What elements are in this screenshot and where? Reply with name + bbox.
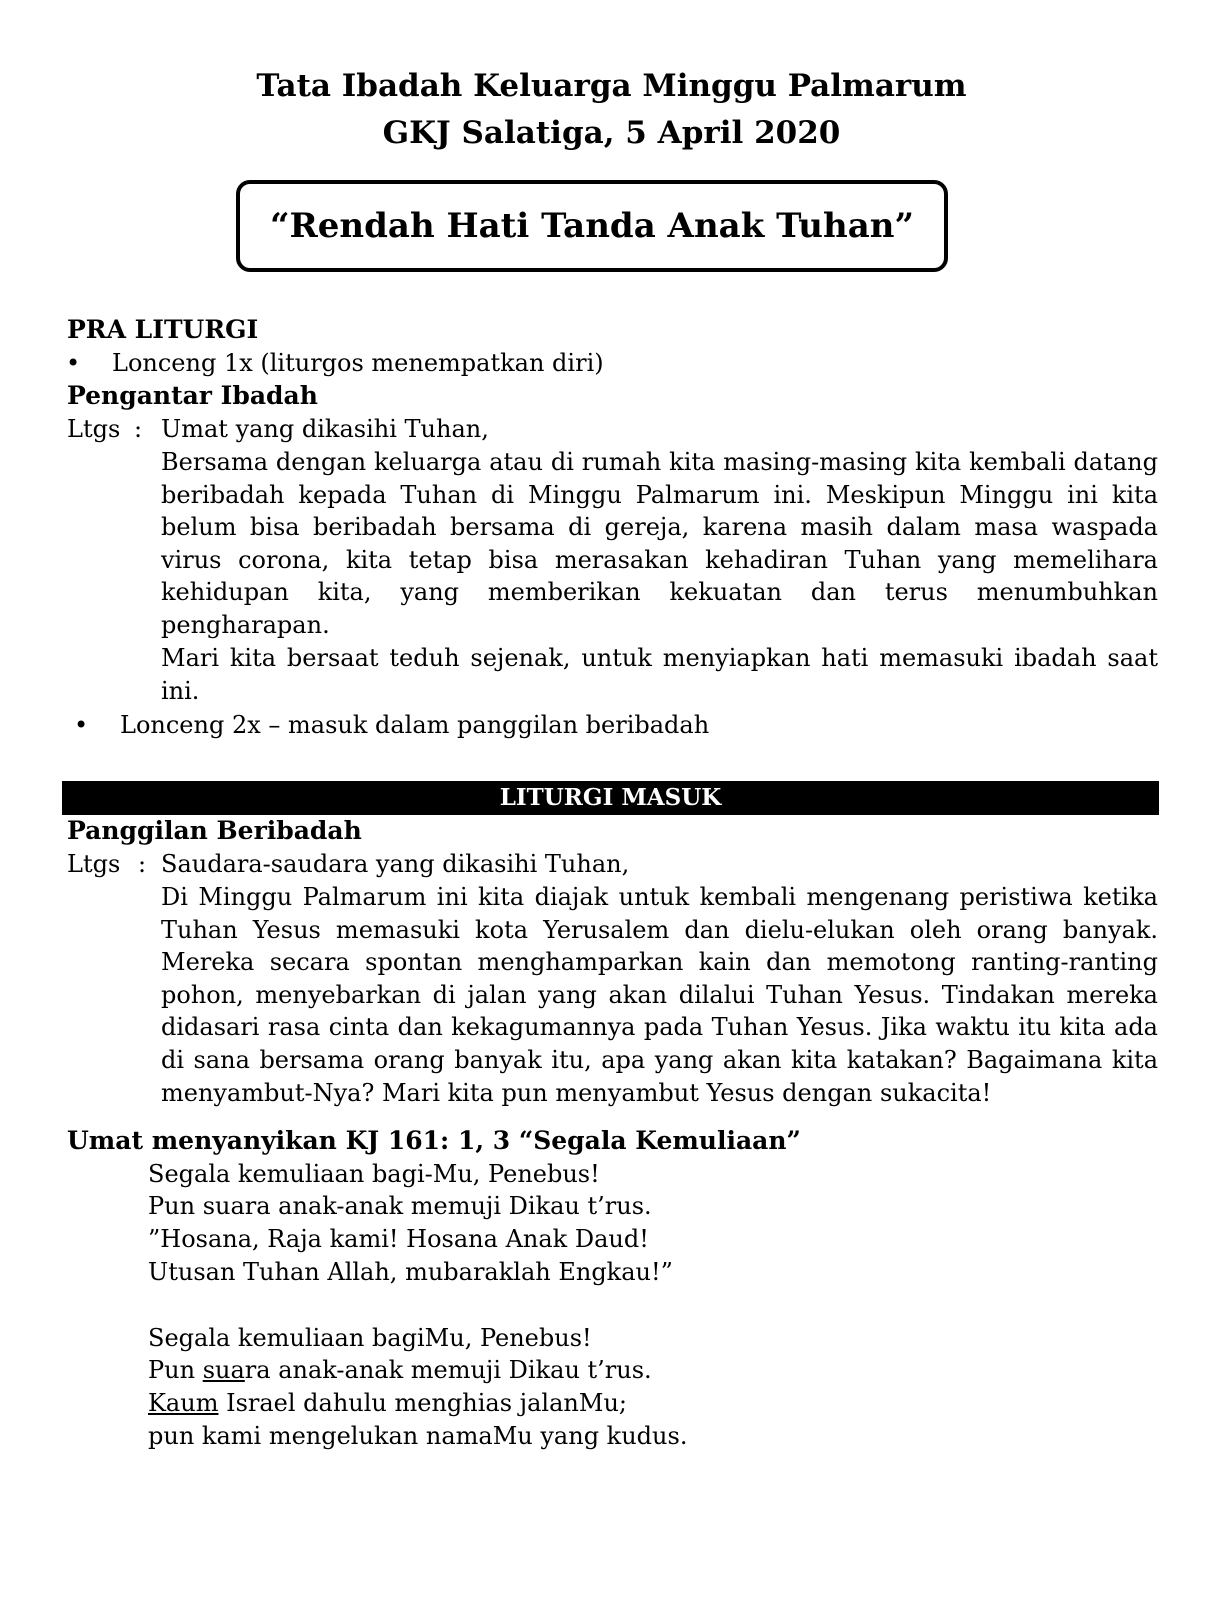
subheading-panggilan-beribadah: Panggilan Beribadah bbox=[67, 816, 362, 845]
pengantar-paragraph-2: Mari kita bersaat teduh sejenak, untuk menyiapkan hati memasuki ibadah saat ini. bbox=[161, 644, 1158, 705]
bullet-icon: • bbox=[74, 711, 89, 739]
song-line: Utusan Tuhan Allah, mubaraklah Engkau!” bbox=[148, 1258, 673, 1286]
greeting-text: Umat yang dikasihi Tuhan, bbox=[161, 415, 489, 443]
bullet-icon: • bbox=[66, 349, 81, 377]
greeting-text: Saudara-saudara yang dikasihi Tuhan, bbox=[161, 850, 630, 878]
speaker-colon: : bbox=[134, 415, 143, 443]
song-text: ra anak-anak memuji Dikau t’rus. bbox=[244, 1356, 652, 1384]
section-bar-liturgi-masuk: LITURGI MASUK bbox=[62, 781, 1159, 815]
song-underlined-text: Kaum bbox=[148, 1389, 219, 1417]
pengantar-paragraph-1: Bersama dengan keluarga atau di rumah kita masing-masing kita kembali datang beribadah kepada Tuhan di Minggu Palmarum ini. Meskipun Minggu ini kita belum bisa beribadah bersama di gereja, karena masih dalam masa waspada virus corona, kita tetap bisa merasakan kehadiran Tuhan yang memelihara kehidupan kita, yang memberikan kekuatan dan terus menumbuhkan pengharapan. bbox=[161, 448, 1158, 639]
theme-box bbox=[236, 180, 948, 272]
song-underlined-text: sua bbox=[202, 1356, 245, 1384]
song-line: ”Hosana, Raja kami! Hosana Anak Daud! bbox=[148, 1225, 649, 1253]
song-heading: Umat menyanyikan KJ 161: 1, 3 “Segala Kemuliaan” bbox=[67, 1126, 801, 1155]
speaker-colon: : bbox=[138, 850, 147, 878]
song-line: Segala kemuliaan bagi-Mu, Penebus! bbox=[148, 1160, 600, 1188]
subheading-pengantar-ibadah: Pengantar Ibadah bbox=[67, 381, 318, 410]
song-line bbox=[148, 1387, 627, 1420]
song-text: Pun bbox=[148, 1356, 203, 1384]
bullet-text: Lonceng 2x – masuk dalam panggilan beribadah bbox=[120, 711, 710, 739]
speaker-label: Ltgs bbox=[67, 850, 121, 878]
song-line: pun kami mengelukan namaMu yang kudus. bbox=[148, 1422, 688, 1450]
section-heading-pra-liturgi: PRA LITURGI bbox=[67, 315, 259, 344]
bullet-text: Lonceng 1x (liturgos menempatkan diri) bbox=[112, 349, 604, 377]
document-subtitle: GKJ Salatiga, 5 April 2020 bbox=[382, 115, 841, 151]
panggilan-paragraph: Di Minggu Palmarum ini kita diajak untuk kembali mengenang peristiwa ketika Tuhan Yesus memasuki kota Yerusalem dan dielu-elukan oleh orang banyak. Mereka secara spontan menghamparkan kain dan memotong ranting-ranting pohon, menyebarkan di jalan yang akan dilalui Tuhan Yesus. Tindakan mereka didasari rasa cinta dan kekagumannya pada Tuhan Yesus. Jika waktu itu kita ada di sana bersama orang banyak itu, apa yang akan kita katakan? Bagaimana kita menyambut-Nya? Mari kita pun menyambut Yesus dengan sukacita! bbox=[161, 883, 1158, 1107]
song-line bbox=[148, 1354, 652, 1387]
song-text: Israel dahulu menghias jalanMu; bbox=[218, 1389, 627, 1417]
song-line: Segala kemuliaan bagiMu, Penebus! bbox=[148, 1324, 592, 1352]
theme-title: “Rendah Hati Tanda Anak Tuhan” bbox=[269, 206, 915, 246]
song-line: Pun suara anak-anak memuji Dikau t’rus. bbox=[148, 1192, 652, 1220]
speaker-label: Ltgs bbox=[67, 415, 121, 443]
document-title: Tata Ibadah Keluarga Minggu Palmarum bbox=[256, 68, 967, 104]
